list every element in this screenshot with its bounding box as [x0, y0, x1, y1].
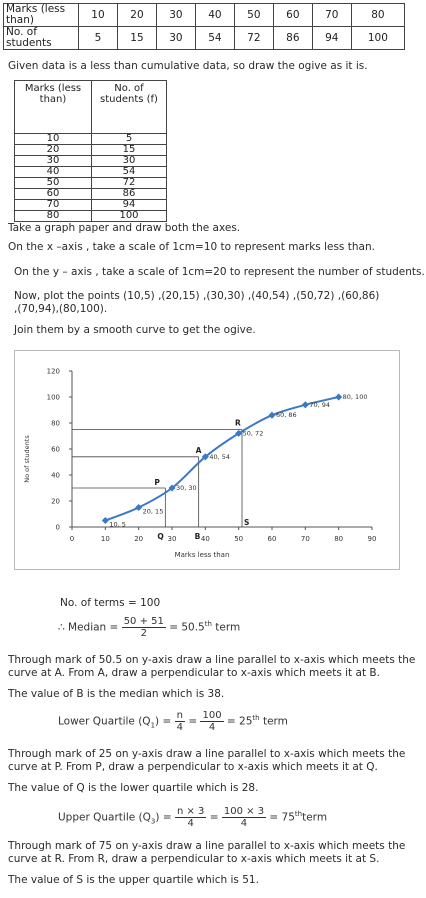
- intro-text: Given data is a less than cumulative data, so draw the ogive as it is.: [8, 60, 368, 72]
- point-label-b: B: [194, 532, 201, 541]
- y-tick-label: 40: [51, 471, 60, 480]
- fraction-numerator: 50 + 51: [123, 616, 164, 627]
- fraction-denominator: 4: [240, 818, 248, 829]
- superscript: th: [294, 810, 303, 818]
- table-cell: 30: [15, 156, 92, 167]
- subscript: 1: [150, 721, 156, 730]
- lq-result: = 25: [226, 715, 253, 728]
- lower-quartile-answer: The value of Q is the lower quartile which is 28.: [8, 782, 259, 794]
- marks-table: [3, 3, 405, 50]
- fraction-numerator: 100 × 3: [223, 806, 265, 817]
- table-cell: 20: [15, 145, 92, 156]
- step-text: ,(70,94),(80,100).: [14, 303, 108, 315]
- paragraph-line: curve at P. From P, draw a perpendicular to x-axis which meets it at Q.: [8, 761, 378, 773]
- data-point: [268, 412, 275, 419]
- fraction-numerator: 100: [202, 710, 222, 721]
- data-label: 30, 30: [176, 484, 197, 492]
- table-cell: 20: [117, 4, 156, 27]
- table-row: [15, 211, 167, 222]
- y-tick-label: 20: [51, 497, 60, 506]
- table-cell: 80: [351, 4, 404, 27]
- fraction-denominator: 4: [176, 722, 183, 733]
- fraction-denominator: 4: [208, 722, 216, 733]
- step-text: Take a graph paper and draw both the axes.: [8, 222, 241, 234]
- point-label-s: S: [244, 518, 250, 527]
- x-tick-label: 60: [267, 535, 277, 543]
- table-cell: 54: [92, 167, 167, 178]
- step-text: On the x –axis , take a scale of 1cm=10 to represent marks less than.: [8, 241, 375, 253]
- paragraph-line: curve at A. From A, draw a perpendicular to x-axis which meets it at B.: [8, 667, 380, 679]
- data-point: [335, 393, 342, 400]
- table-cell: 54: [195, 27, 234, 50]
- median-term: term: [211, 621, 241, 634]
- x-tick-label: 40: [200, 535, 210, 543]
- median-answer: The value of B is the median which is 38.: [8, 688, 225, 700]
- table-cell: 60: [273, 4, 312, 27]
- table-cell: 86: [273, 27, 312, 50]
- table-cell: 60: [15, 189, 92, 200]
- lq-fraction: [175, 710, 185, 733]
- table-row: [15, 200, 167, 211]
- lq-fraction-value: [200, 710, 223, 733]
- x-tick-label: 70: [300, 535, 310, 543]
- y-tick-label: 80: [51, 419, 60, 428]
- table-cell: 50: [15, 178, 92, 189]
- uq-term: term: [302, 811, 328, 824]
- uq-fraction: [175, 806, 206, 829]
- data-label: 60, 86: [276, 411, 297, 420]
- median-formula: [58, 616, 240, 639]
- row-label-marks: Marks (less than): [4, 4, 79, 27]
- table-row: [15, 156, 167, 167]
- uq-result: = 75: [269, 811, 295, 824]
- table-cell: 100: [92, 211, 167, 222]
- ogive-chart: [15, 351, 399, 569]
- point-label-p: P: [154, 478, 160, 487]
- superscript: th: [252, 714, 260, 722]
- x-tick-label: 30: [167, 535, 177, 543]
- paragraph-line: Through mark of 25 on y-axis draw a line parallel to x-axis which meets the: [8, 748, 406, 760]
- table-cell: 30: [156, 27, 195, 50]
- table-cell: 40: [195, 4, 234, 27]
- median-fraction: [122, 616, 166, 639]
- x-tick-label: 0: [69, 535, 75, 543]
- step-text: Join them by a smooth curve to get the ogive.: [14, 324, 256, 336]
- uq-prefix: Upper Quartile (Q: [58, 811, 151, 824]
- superscript: th: [204, 620, 212, 628]
- x-axis-label: Marks less than: [174, 551, 230, 559]
- table-cell: 40: [15, 167, 92, 178]
- data-label: 50, 72: [242, 429, 264, 438]
- fraction-denominator: 4: [187, 818, 194, 829]
- paragraph-line: Through mark of 75 on y-axis draw a line parallel to x-axis which meets the: [8, 840, 406, 852]
- x-tick-label: 90: [367, 535, 377, 543]
- table-row: [15, 178, 167, 189]
- fraction-numerator: n × 3: [176, 806, 205, 817]
- x-tick-label: 10: [100, 535, 110, 543]
- table-cell: 30: [92, 156, 167, 167]
- data-label: 10, 5: [109, 520, 126, 529]
- table-cell: 72: [92, 178, 167, 189]
- table-cell: 15: [117, 27, 156, 50]
- median-prefix: ∴ Median =: [58, 621, 122, 634]
- x-tick-label: 50: [234, 535, 244, 543]
- table-cell: 50: [234, 4, 273, 27]
- table-cell: 70: [15, 200, 92, 211]
- point-label-a: A: [195, 445, 202, 455]
- table-row: [4, 27, 405, 50]
- table-cell: 100: [351, 27, 404, 50]
- table-cell: 10: [15, 134, 92, 145]
- terms-text: No. of terms = 100: [60, 597, 161, 609]
- table-cell: 86: [92, 189, 167, 200]
- y-tick-label: 60: [51, 445, 60, 454]
- uq-fraction-value: [222, 806, 266, 829]
- table-cell: 70: [312, 4, 351, 27]
- table-cell: 30: [156, 4, 195, 27]
- data-label: 20, 15: [142, 507, 164, 516]
- lq-equals: ) =: [155, 715, 175, 728]
- data-label: 40, 54: [209, 452, 231, 461]
- point-label-r: R: [235, 418, 241, 428]
- upper-quartile-answer: The value of S is the upper quartile which is 51.: [8, 874, 259, 886]
- table-cell: 15: [92, 145, 167, 156]
- data-point: [102, 517, 109, 524]
- y-tick-label: 120: [46, 367, 60, 376]
- header-students: No. of students (f): [92, 81, 167, 134]
- lq-prefix: Lower Quartile (Q: [58, 715, 151, 728]
- data-point: [135, 504, 142, 511]
- lower-quartile-formula: Lower Quartile $(Q_1)$ = $\frac{n}{4}$ = $\frac{100}{4}$ = 25th term: [58, 710, 288, 733]
- table-cell: 80: [15, 211, 92, 222]
- header-marks: Marks (less than): [15, 81, 92, 134]
- data-label: 70, 94: [309, 400, 331, 409]
- median-result: = 50.5: [169, 621, 205, 634]
- x-tick-label: 20: [134, 535, 144, 543]
- uq-equals: ) =: [155, 811, 175, 824]
- fraction-numerator: n: [175, 710, 185, 722]
- table-cell: 94: [312, 27, 351, 50]
- y-axis-label: No of students: [23, 435, 31, 483]
- upper-quartile-formula: Upper Quartile $(Q_3)$ = $\frac{n \times 3}{4}$ = $\frac{100 \times 3}{4}$ = 75thterm: [58, 806, 328, 829]
- table-cell: 5: [79, 27, 118, 50]
- table-row: [15, 189, 167, 200]
- table-row: [15, 134, 167, 145]
- cumulative-table: [14, 80, 167, 222]
- lq-term: term: [259, 715, 288, 728]
- ogive-chart-frame: [14, 350, 400, 570]
- table-cell: 5: [92, 134, 167, 145]
- y-tick-label: 0: [55, 523, 60, 532]
- x-tick-label: 80: [334, 535, 344, 543]
- table-cell: 10: [79, 4, 118, 27]
- table-row: [15, 145, 167, 156]
- step-text: On the y – axis , take a scale of 1cm=20 to represent the number of students.: [14, 266, 425, 278]
- fraction-denominator: 2: [140, 628, 147, 639]
- data-label: 80, 100: [342, 393, 368, 401]
- data-point: [302, 401, 309, 408]
- table-row: [4, 4, 405, 27]
- step-text: Now, plot the points (10,5) ,(20,15) ,(30,30) ,(40,54) ,(50,72) ,(60,86): [14, 290, 380, 302]
- table-row: [15, 167, 167, 178]
- paragraph-line: Through mark of 50.5 on y-axis draw a line parallel to x-axis which meets the: [8, 654, 416, 666]
- table-row: [15, 81, 167, 134]
- table-cell: 94: [92, 200, 167, 211]
- y-tick-label: 100: [46, 393, 60, 402]
- table-cell: 72: [234, 27, 273, 50]
- paragraph-line: curve at R. From R, draw a perpendicular to x-axis which meets it at S.: [8, 853, 380, 865]
- point-label-q: Q: [157, 532, 164, 541]
- row-label-students: No. of students: [4, 27, 79, 50]
- subscript: 3: [150, 817, 156, 826]
